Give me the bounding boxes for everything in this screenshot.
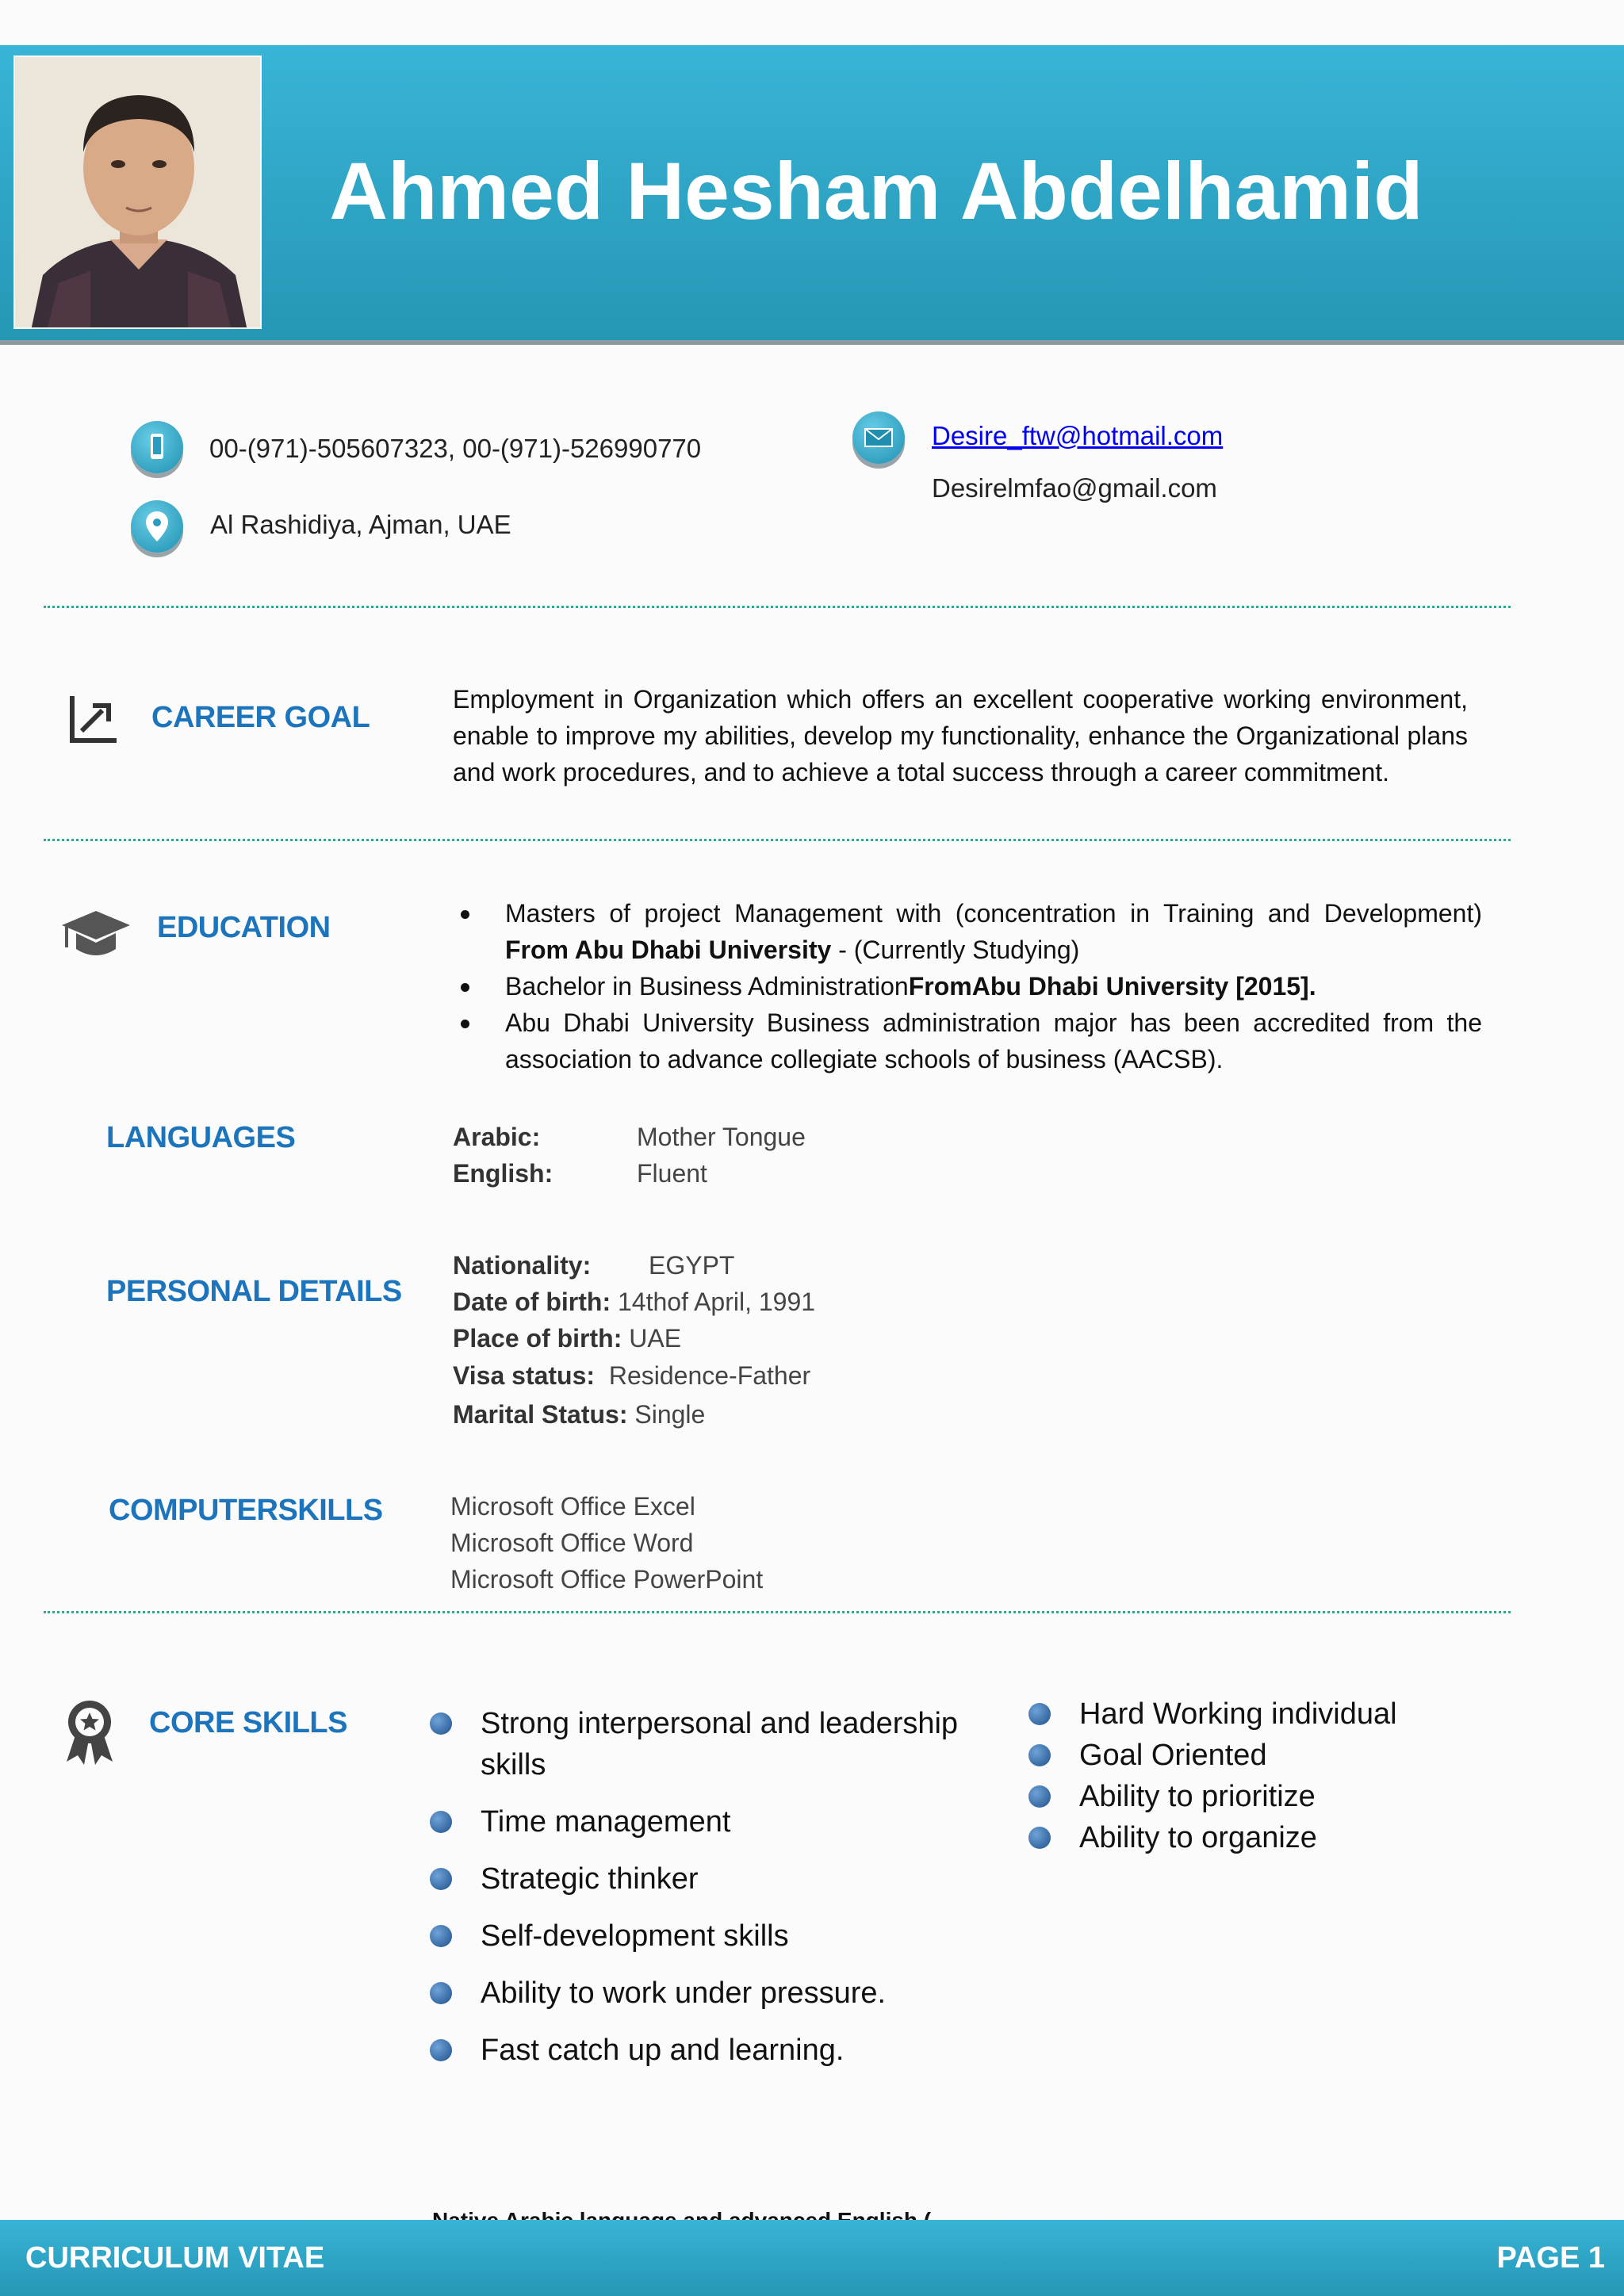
footer-title: CURRICULUM VITAE [25, 2241, 325, 2275]
phone-numbers: 00-(971)-505607323, 00-(971)-526990770 [209, 434, 702, 463]
divider [44, 839, 1511, 841]
core-skills-right [1028, 1693, 1504, 1858]
graduation-cap-icon [60, 906, 132, 966]
core-skill-item: Ability to work under pressure. [430, 1973, 985, 2014]
award-ribbon-icon [62, 1698, 117, 1769]
core-skill-item: Fast catch up and learning. [430, 2030, 985, 2071]
personal-row: Marital Status: Single [453, 1400, 706, 1429]
computer-skill: Microsoft Office Word [450, 1529, 694, 1557]
email-icon [852, 411, 905, 464]
bullet-icon [430, 1925, 452, 1947]
section-title-career: CAREER GOAL [151, 701, 370, 734]
bullet-icon [1028, 1703, 1051, 1725]
email-link[interactable]: Desire_ftw@hotmail.com [932, 421, 1224, 450]
core-skill-item: Goal Oriented [1028, 1735, 1504, 1776]
bullet-icon [430, 2039, 452, 2061]
bullet-icon [430, 1712, 452, 1735]
bullet-icon [430, 1868, 452, 1890]
bullet-icon [1028, 1785, 1051, 1808]
core-skill-item: Strategic thinker [430, 1858, 985, 1900]
bullet-icon [430, 1982, 452, 2004]
section-title-core: CORE SKILLS [149, 1706, 347, 1739]
language-row: English: Fluent [453, 1159, 707, 1188]
computer-skill: Microsoft Office Excel [450, 1492, 695, 1521]
profile-photo [13, 55, 262, 329]
bullet-icon [430, 1811, 452, 1833]
computer-skill: Microsoft Office PowerPoint [450, 1565, 764, 1594]
core-skill-item: Self-development skills [430, 1915, 985, 1957]
section-title-education: EDUCATION [157, 911, 331, 944]
address: Al Rashidiya, Ajman, UAE [210, 510, 511, 539]
email-secondary: Desirelmfao@gmail.com [932, 473, 1217, 503]
core-skills-left [430, 1703, 985, 2071]
education-list [453, 895, 1482, 1077]
career-goal-text: Employment in Organization which offers an excellent cooperative working environment, enable to improve my abilities, develop my functionality, enhance the Organizational plans and work procedures, and to achieve a total success through a career commitment. [453, 685, 1468, 786]
divider [44, 606, 1511, 608]
location-pin-icon [131, 500, 183, 553]
section-title-languages: LANGUAGES [106, 1121, 296, 1154]
phone-icon [131, 421, 183, 473]
education-item: Abu Dhabi University Business administration major has been accredited from the association to advance collegiate schools of business (AACSB). [453, 1004, 1482, 1077]
core-skill-item: Ability to organize [1028, 1817, 1504, 1858]
bullet-icon [1028, 1744, 1051, 1766]
section-title-personal: PERSONAL DETAILS [106, 1275, 402, 1308]
core-skill-item: Time management [430, 1801, 985, 1843]
chart-growth-icon [67, 693, 120, 749]
language-row: Arabic: Mother Tongue [453, 1123, 806, 1151]
personal-row: Nationality: EGYPT [453, 1251, 735, 1280]
personal-row: Place of birth: UAE [453, 1324, 682, 1353]
page-number: PAGE 1 [1496, 2241, 1605, 2275]
core-skill-item: Strong interpersonal and leadership skills [430, 1703, 985, 1785]
section-title-computer: COMPUTERSKILLS [109, 1494, 383, 1527]
core-skill-item: Ability to prioritize [1028, 1776, 1504, 1817]
bullet-icon [1028, 1827, 1051, 1849]
core-skill-item: Hard Working individual [1028, 1693, 1504, 1735]
personal-row: Date of birth: 14thof April, 1991 [453, 1288, 816, 1316]
education-item: Masters of project Management with (concentration in Training and Development) From Abu Dhabi University - (Currently Studying) [453, 895, 1482, 968]
education-item: Bachelor in Business AdministrationFromAbu Dhabi University [2015]. [453, 968, 1482, 1004]
candidate-name: Ahmed Hesham Abdelhamid [329, 146, 1423, 236]
personal-row: Visa status: Residence-Father [453, 1361, 811, 1390]
divider [44, 1611, 1511, 1613]
